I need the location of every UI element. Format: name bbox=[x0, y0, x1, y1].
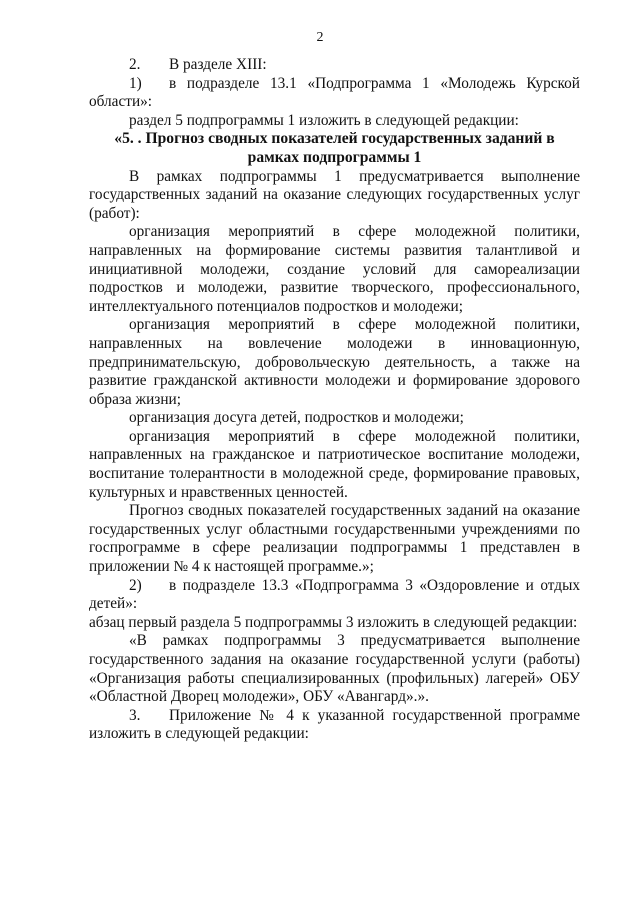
subitem-2-number: 2) bbox=[129, 576, 142, 594]
page-number: 2 bbox=[316, 30, 324, 45]
list-item-1: организация мероприятий в сфере молодежной политики, направленных на формирование системы развития талантливой и инициативной молодежи, создание условий для самореализации подростков и молодежи, развитие творческого, профессионального, интеллектуального потенциалов подростков и молодежи; bbox=[89, 223, 580, 315]
subitem-1-instruction: раздел 5 подпрограммы 1 изложить в следующей редакции: bbox=[129, 111, 519, 129]
item-2-number: 2. bbox=[129, 56, 141, 73]
item-3-number: 3. bbox=[129, 706, 141, 724]
item-3 bbox=[89, 707, 580, 726]
forecast-paragraph: Прогноз сводных показателей государственных заданий на оказание государственных услуг областными государственными учреждениями по госпрограмме в сфере реализации подпрограммы 1 представлен в приложении № 4 к настоящей программе.»; bbox=[89, 502, 580, 576]
list-item-3: организация досуга детей, подростков и молодежи; bbox=[129, 409, 464, 427]
item-3-continuation: изложить в следующей редакции: bbox=[89, 725, 309, 743]
section-heading: «5. . Прогноз сводных показателей государственных заданий в рамках подпрограммы 1 bbox=[114, 130, 555, 166]
subitem-1-number: 1) bbox=[129, 74, 142, 92]
subitem-2 bbox=[89, 577, 580, 596]
subitem-2-instruction: абзац первый раздела 5 подпрограммы 3 изложить в следующей редакции: bbox=[89, 613, 578, 631]
list-item-4: организация мероприятий в сфере молодежной политики, направленных на гражданское и патриотическое воспитание молодежи, воспитание толерантности в молодежной среде, формирование правовых, культурных и нравственных ценностей. bbox=[89, 427, 580, 501]
intro-first-line: В рамках подпрограммы 1 предусматривается выполнение bbox=[129, 167, 580, 185]
list-item-2: организация мероприятий в сфере молодежной политики, направленных на вовлечение молодежи в инновационную, предпринимательскую, добровольческую деятельность, а также на развитие гражданской активности молодежи и формирование здорового образа жизни; bbox=[89, 316, 580, 408]
item-2 bbox=[89, 56, 580, 75]
document-body bbox=[89, 56, 580, 744]
subitem-1 bbox=[89, 75, 580, 94]
item-2-text: В разделе XIII: bbox=[169, 56, 267, 73]
subitem-1-text: в подразделе 13.1 «Подпрограмма 1 «Молодежь Курской bbox=[169, 74, 580, 92]
item-3-text: Приложение № 4 к указанной государственной программе bbox=[169, 706, 580, 724]
subitem-1-continuation: области»: bbox=[89, 93, 153, 111]
quote-paragraph: «В рамках подпрограммы 3 предусматривается выполнение государственного задания на оказание государственной услуги (работы) «Организация работы специализированных (профильных) лагерей» ОБУ «Областной Дворец молодежи», ОБУ «Авангард».». bbox=[89, 632, 580, 706]
subitem-2-continuation: детей»: bbox=[89, 595, 138, 613]
intro-paragraph bbox=[89, 168, 580, 187]
intro-continuation: государственных заданий на оказание следующих государственных услуг (работ): bbox=[89, 186, 580, 222]
subitem-2-text: в подразделе 13.3 «Подпрограмма 3 «Оздоровление и отдых bbox=[169, 576, 580, 594]
